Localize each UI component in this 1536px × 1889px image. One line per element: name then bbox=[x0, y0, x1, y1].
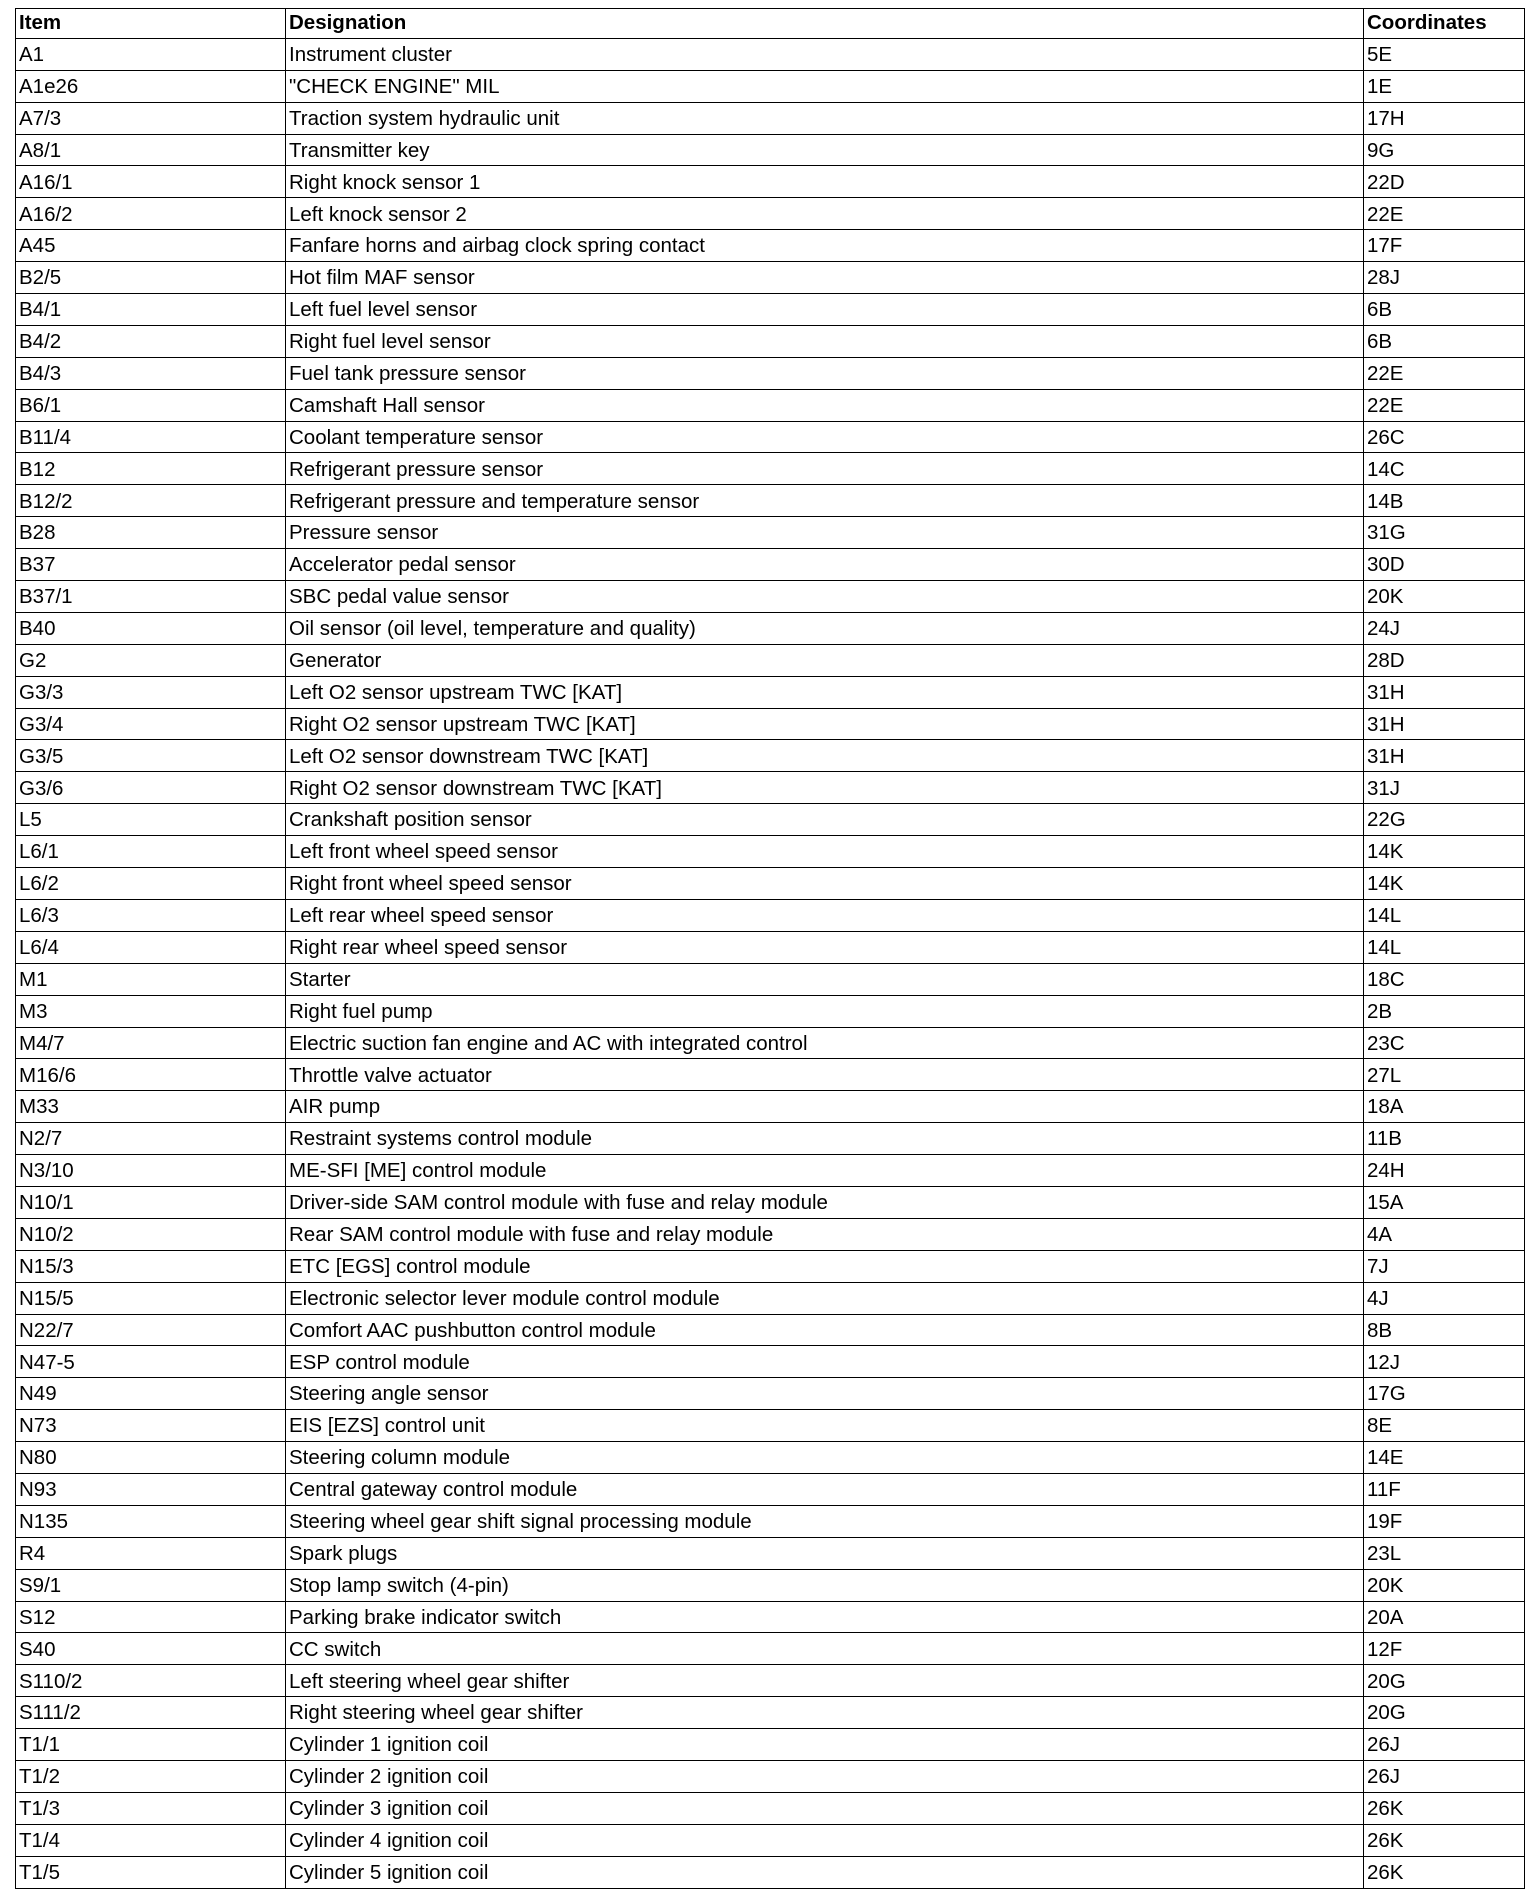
table-row bbox=[16, 421, 1525, 453]
cell-item: L6/2 bbox=[16, 868, 286, 900]
cell-designation: Steering column module bbox=[286, 1442, 1364, 1474]
cell-item: T1/4 bbox=[16, 1824, 286, 1856]
cell-designation: "CHECK ENGINE" MIL bbox=[286, 70, 1364, 102]
cell-coordinates: 22D bbox=[1364, 166, 1525, 198]
cell-item: N10/2 bbox=[16, 1218, 286, 1250]
cell-designation: Electronic selector lever module control module bbox=[286, 1282, 1364, 1314]
cell-designation: Left steering wheel gear shifter bbox=[286, 1665, 1364, 1697]
cell-item: S40 bbox=[16, 1633, 286, 1665]
table-row bbox=[16, 1824, 1525, 1856]
cell-coordinates: 5E bbox=[1364, 38, 1525, 70]
cell-coordinates: 4J bbox=[1364, 1282, 1525, 1314]
cell-designation: Generator bbox=[286, 644, 1364, 676]
cell-designation: Steering wheel gear shift signal processing module bbox=[286, 1505, 1364, 1537]
cell-designation: Instrument cluster bbox=[286, 38, 1364, 70]
cell-coordinates: 26K bbox=[1364, 1792, 1525, 1824]
component-legend-sheet bbox=[15, 8, 1525, 1889]
cell-item: G3/5 bbox=[16, 740, 286, 772]
table-row bbox=[16, 1792, 1525, 1824]
table-row bbox=[16, 70, 1525, 102]
cell-coordinates: 19F bbox=[1364, 1505, 1525, 1537]
table-row bbox=[16, 1155, 1525, 1187]
cell-item: R4 bbox=[16, 1537, 286, 1569]
cell-item: N47-5 bbox=[16, 1346, 286, 1378]
cell-designation: Comfort AAC pushbutton control module bbox=[286, 1314, 1364, 1346]
cell-coordinates: 14K bbox=[1364, 836, 1525, 868]
cell-coordinates: 14K bbox=[1364, 868, 1525, 900]
cell-coordinates: 24H bbox=[1364, 1155, 1525, 1187]
cell-coordinates: 26K bbox=[1364, 1824, 1525, 1856]
cell-coordinates: 26C bbox=[1364, 421, 1525, 453]
cell-coordinates: 6B bbox=[1364, 325, 1525, 357]
table-row bbox=[16, 1091, 1525, 1123]
cell-item: S12 bbox=[16, 1601, 286, 1633]
cell-coordinates: 1E bbox=[1364, 70, 1525, 102]
column-header-item: Item bbox=[16, 9, 286, 39]
cell-designation: Right rear wheel speed sensor bbox=[286, 931, 1364, 963]
cell-item: G3/6 bbox=[16, 772, 286, 804]
table-row bbox=[16, 1601, 1525, 1633]
cell-coordinates: 12J bbox=[1364, 1346, 1525, 1378]
cell-item: N135 bbox=[16, 1505, 286, 1537]
cell-item: S9/1 bbox=[16, 1569, 286, 1601]
cell-item: M3 bbox=[16, 995, 286, 1027]
cell-coordinates: 11F bbox=[1364, 1473, 1525, 1505]
cell-designation: ESP control module bbox=[286, 1346, 1364, 1378]
table-row bbox=[16, 134, 1525, 166]
cell-item: B37 bbox=[16, 549, 286, 581]
cell-coordinates: 28D bbox=[1364, 644, 1525, 676]
cell-coordinates: 23L bbox=[1364, 1537, 1525, 1569]
table-row bbox=[16, 644, 1525, 676]
cell-item: B12 bbox=[16, 453, 286, 485]
cell-designation: SBC pedal value sensor bbox=[286, 581, 1364, 613]
cell-designation: Left rear wheel speed sensor bbox=[286, 899, 1364, 931]
cell-item: T1/3 bbox=[16, 1792, 286, 1824]
cell-coordinates: 15A bbox=[1364, 1186, 1525, 1218]
cell-designation: Right steering wheel gear shifter bbox=[286, 1697, 1364, 1729]
cell-coordinates: 20A bbox=[1364, 1601, 1525, 1633]
cell-item: N73 bbox=[16, 1410, 286, 1442]
cell-designation: ETC [EGS] control module bbox=[286, 1250, 1364, 1282]
cell-coordinates: 22E bbox=[1364, 389, 1525, 421]
cell-item: N80 bbox=[16, 1442, 286, 1474]
cell-item: T1/2 bbox=[16, 1760, 286, 1792]
cell-designation: Oil sensor (oil level, temperature and quality) bbox=[286, 612, 1364, 644]
cell-item: L6/4 bbox=[16, 931, 286, 963]
cell-item: N3/10 bbox=[16, 1155, 286, 1187]
cell-designation: Parking brake indicator switch bbox=[286, 1601, 1364, 1633]
cell-coordinates: 31G bbox=[1364, 517, 1525, 549]
table-row bbox=[16, 294, 1525, 326]
cell-coordinates: 22E bbox=[1364, 198, 1525, 230]
cell-item: G3/4 bbox=[16, 708, 286, 740]
table-row bbox=[16, 453, 1525, 485]
table-row bbox=[16, 1314, 1525, 1346]
cell-coordinates: 14E bbox=[1364, 1442, 1525, 1474]
component-legend-table bbox=[15, 8, 1525, 1889]
cell-coordinates: 17G bbox=[1364, 1378, 1525, 1410]
cell-coordinates: 20K bbox=[1364, 581, 1525, 613]
cell-designation: Fuel tank pressure sensor bbox=[286, 357, 1364, 389]
cell-coordinates: 31H bbox=[1364, 708, 1525, 740]
cell-item: M33 bbox=[16, 1091, 286, 1123]
cell-coordinates: 20G bbox=[1364, 1665, 1525, 1697]
table-row bbox=[16, 1569, 1525, 1601]
cell-item: B12/2 bbox=[16, 485, 286, 517]
table-row bbox=[16, 772, 1525, 804]
cell-designation: Left fuel level sensor bbox=[286, 294, 1364, 326]
cell-coordinates: 14C bbox=[1364, 453, 1525, 485]
cell-designation: Left knock sensor 2 bbox=[286, 198, 1364, 230]
cell-item: B37/1 bbox=[16, 581, 286, 613]
cell-item: B4/1 bbox=[16, 294, 286, 326]
cell-designation: Rear SAM control module with fuse and relay module bbox=[286, 1218, 1364, 1250]
table-row bbox=[16, 1282, 1525, 1314]
cell-designation: Right knock sensor 1 bbox=[286, 166, 1364, 198]
cell-item: A45 bbox=[16, 230, 286, 262]
cell-designation: Cylinder 2 ignition coil bbox=[286, 1760, 1364, 1792]
cell-designation: Cylinder 4 ignition coil bbox=[286, 1824, 1364, 1856]
table-row bbox=[16, 899, 1525, 931]
table-row bbox=[16, 1218, 1525, 1250]
table-row bbox=[16, 1346, 1525, 1378]
cell-designation: Restraint systems control module bbox=[286, 1123, 1364, 1155]
column-header-coordinates: Coordinates bbox=[1364, 9, 1525, 39]
cell-designation: Right front wheel speed sensor bbox=[286, 868, 1364, 900]
cell-designation: Pressure sensor bbox=[286, 517, 1364, 549]
cell-coordinates: 17F bbox=[1364, 230, 1525, 262]
table-row bbox=[16, 1186, 1525, 1218]
cell-coordinates: 14B bbox=[1364, 485, 1525, 517]
table-row bbox=[16, 517, 1525, 549]
cell-coordinates: 12F bbox=[1364, 1633, 1525, 1665]
table-row bbox=[16, 1505, 1525, 1537]
table-row bbox=[16, 1442, 1525, 1474]
table-row bbox=[16, 581, 1525, 613]
cell-designation: Coolant temperature sensor bbox=[286, 421, 1364, 453]
cell-designation: EIS [EZS] control unit bbox=[286, 1410, 1364, 1442]
cell-item: A1e26 bbox=[16, 70, 286, 102]
table-row bbox=[16, 836, 1525, 868]
column-header-designation: Designation bbox=[286, 9, 1364, 39]
cell-coordinates: 26J bbox=[1364, 1760, 1525, 1792]
cell-item: N15/3 bbox=[16, 1250, 286, 1282]
cell-item: B11/4 bbox=[16, 421, 286, 453]
cell-coordinates: 11B bbox=[1364, 1123, 1525, 1155]
cell-coordinates: 26K bbox=[1364, 1856, 1525, 1888]
cell-designation: Steering angle sensor bbox=[286, 1378, 1364, 1410]
cell-designation: CC switch bbox=[286, 1633, 1364, 1665]
cell-designation: Central gateway control module bbox=[286, 1473, 1364, 1505]
cell-designation: Accelerator pedal sensor bbox=[286, 549, 1364, 581]
table-row bbox=[16, 262, 1525, 294]
table-row bbox=[16, 804, 1525, 836]
cell-item: T1/1 bbox=[16, 1729, 286, 1761]
cell-designation: Hot film MAF sensor bbox=[286, 262, 1364, 294]
cell-designation: Starter bbox=[286, 963, 1364, 995]
cell-designation: Transmitter key bbox=[286, 134, 1364, 166]
cell-designation: Cylinder 3 ignition coil bbox=[286, 1792, 1364, 1824]
cell-coordinates: 31H bbox=[1364, 740, 1525, 772]
cell-item: S111/2 bbox=[16, 1697, 286, 1729]
table-row bbox=[16, 740, 1525, 772]
table-row bbox=[16, 1059, 1525, 1091]
cell-item: L5 bbox=[16, 804, 286, 836]
table-row bbox=[16, 1856, 1525, 1888]
table-row bbox=[16, 612, 1525, 644]
cell-coordinates: 27L bbox=[1364, 1059, 1525, 1091]
cell-coordinates: 2B bbox=[1364, 995, 1525, 1027]
cell-designation: Fanfare horns and airbag clock spring contact bbox=[286, 230, 1364, 262]
cell-coordinates: 24J bbox=[1364, 612, 1525, 644]
cell-item: B28 bbox=[16, 517, 286, 549]
table-row bbox=[16, 230, 1525, 262]
cell-designation: AIR pump bbox=[286, 1091, 1364, 1123]
cell-designation: Throttle valve actuator bbox=[286, 1059, 1364, 1091]
cell-item: N22/7 bbox=[16, 1314, 286, 1346]
table-row bbox=[16, 198, 1525, 230]
cell-designation: Spark plugs bbox=[286, 1537, 1364, 1569]
table-row bbox=[16, 549, 1525, 581]
table-row bbox=[16, 1760, 1525, 1792]
table-row bbox=[16, 676, 1525, 708]
cell-coordinates: 20G bbox=[1364, 1697, 1525, 1729]
cell-item: M4/7 bbox=[16, 1027, 286, 1059]
table-row bbox=[16, 1410, 1525, 1442]
cell-item: G3/3 bbox=[16, 676, 286, 708]
table-row bbox=[16, 1729, 1525, 1761]
cell-designation: Right fuel pump bbox=[286, 995, 1364, 1027]
table-row bbox=[16, 485, 1525, 517]
cell-designation: Right O2 sensor downstream TWC [KAT] bbox=[286, 772, 1364, 804]
cell-coordinates: 31H bbox=[1364, 676, 1525, 708]
table-row bbox=[16, 325, 1525, 357]
table-row bbox=[16, 357, 1525, 389]
cell-coordinates: 20K bbox=[1364, 1569, 1525, 1601]
cell-coordinates: 8B bbox=[1364, 1314, 1525, 1346]
cell-item: B4/2 bbox=[16, 325, 286, 357]
table-row bbox=[16, 1473, 1525, 1505]
cell-item: N49 bbox=[16, 1378, 286, 1410]
cell-designation: Left O2 sensor upstream TWC [KAT] bbox=[286, 676, 1364, 708]
cell-designation: Cylinder 5 ignition coil bbox=[286, 1856, 1364, 1888]
cell-item: B2/5 bbox=[16, 262, 286, 294]
header-row bbox=[16, 9, 1525, 39]
cell-item: A8/1 bbox=[16, 134, 286, 166]
cell-item: N10/1 bbox=[16, 1186, 286, 1218]
table-row bbox=[16, 931, 1525, 963]
cell-coordinates: 7J bbox=[1364, 1250, 1525, 1282]
cell-item: A7/3 bbox=[16, 102, 286, 134]
table-row bbox=[16, 166, 1525, 198]
cell-designation: Cylinder 1 ignition coil bbox=[286, 1729, 1364, 1761]
cell-designation: Driver-side SAM control module with fuse and relay module bbox=[286, 1186, 1364, 1218]
cell-item: N2/7 bbox=[16, 1123, 286, 1155]
cell-coordinates: 14L bbox=[1364, 931, 1525, 963]
cell-coordinates: 22G bbox=[1364, 804, 1525, 836]
table-row bbox=[16, 1378, 1525, 1410]
cell-designation: Crankshaft position sensor bbox=[286, 804, 1364, 836]
cell-item: B4/3 bbox=[16, 357, 286, 389]
cell-item: A1 bbox=[16, 38, 286, 70]
cell-coordinates: 22E bbox=[1364, 357, 1525, 389]
cell-item: T1/5 bbox=[16, 1856, 286, 1888]
cell-designation: Camshaft Hall sensor bbox=[286, 389, 1364, 421]
cell-coordinates: 6B bbox=[1364, 294, 1525, 326]
table-row bbox=[16, 1665, 1525, 1697]
cell-item: A16/2 bbox=[16, 198, 286, 230]
table-row bbox=[16, 868, 1525, 900]
table-row bbox=[16, 389, 1525, 421]
cell-designation: Left O2 sensor downstream TWC [KAT] bbox=[286, 740, 1364, 772]
cell-coordinates: 17H bbox=[1364, 102, 1525, 134]
table-row bbox=[16, 995, 1525, 1027]
cell-coordinates: 28J bbox=[1364, 262, 1525, 294]
cell-designation: Right fuel level sensor bbox=[286, 325, 1364, 357]
table-row bbox=[16, 102, 1525, 134]
table-row bbox=[16, 38, 1525, 70]
table-row bbox=[16, 1697, 1525, 1729]
table-row bbox=[16, 708, 1525, 740]
table-row bbox=[16, 963, 1525, 995]
cell-item: G2 bbox=[16, 644, 286, 676]
cell-coordinates: 8E bbox=[1364, 1410, 1525, 1442]
cell-item: A16/1 bbox=[16, 166, 286, 198]
cell-item: B40 bbox=[16, 612, 286, 644]
table-header bbox=[16, 9, 1525, 39]
table-row bbox=[16, 1633, 1525, 1665]
cell-designation: Electric suction fan engine and AC with integrated control bbox=[286, 1027, 1364, 1059]
table-row bbox=[16, 1537, 1525, 1569]
cell-coordinates: 9G bbox=[1364, 134, 1525, 166]
cell-designation: Traction system hydraulic unit bbox=[286, 102, 1364, 134]
cell-item: L6/3 bbox=[16, 899, 286, 931]
cell-coordinates: 26J bbox=[1364, 1729, 1525, 1761]
cell-coordinates: 4A bbox=[1364, 1218, 1525, 1250]
cell-designation: Left front wheel speed sensor bbox=[286, 836, 1364, 868]
cell-designation: Stop lamp switch (4-pin) bbox=[286, 1569, 1364, 1601]
cell-item: S110/2 bbox=[16, 1665, 286, 1697]
cell-coordinates: 23C bbox=[1364, 1027, 1525, 1059]
cell-coordinates: 18A bbox=[1364, 1091, 1525, 1123]
cell-coordinates: 18C bbox=[1364, 963, 1525, 995]
table-body bbox=[16, 38, 1525, 1888]
table-row bbox=[16, 1123, 1525, 1155]
cell-coordinates: 14L bbox=[1364, 899, 1525, 931]
table-row bbox=[16, 1250, 1525, 1282]
cell-item: M1 bbox=[16, 963, 286, 995]
cell-item: B6/1 bbox=[16, 389, 286, 421]
cell-designation: Right O2 sensor upstream TWC [KAT] bbox=[286, 708, 1364, 740]
cell-coordinates: 30D bbox=[1364, 549, 1525, 581]
cell-item: L6/1 bbox=[16, 836, 286, 868]
cell-item: N15/5 bbox=[16, 1282, 286, 1314]
cell-coordinates: 31J bbox=[1364, 772, 1525, 804]
cell-designation: ME-SFI [ME] control module bbox=[286, 1155, 1364, 1187]
table-row bbox=[16, 1027, 1525, 1059]
cell-item: N93 bbox=[16, 1473, 286, 1505]
cell-item: M16/6 bbox=[16, 1059, 286, 1091]
cell-designation: Refrigerant pressure and temperature sensor bbox=[286, 485, 1364, 517]
cell-designation: Refrigerant pressure sensor bbox=[286, 453, 1364, 485]
